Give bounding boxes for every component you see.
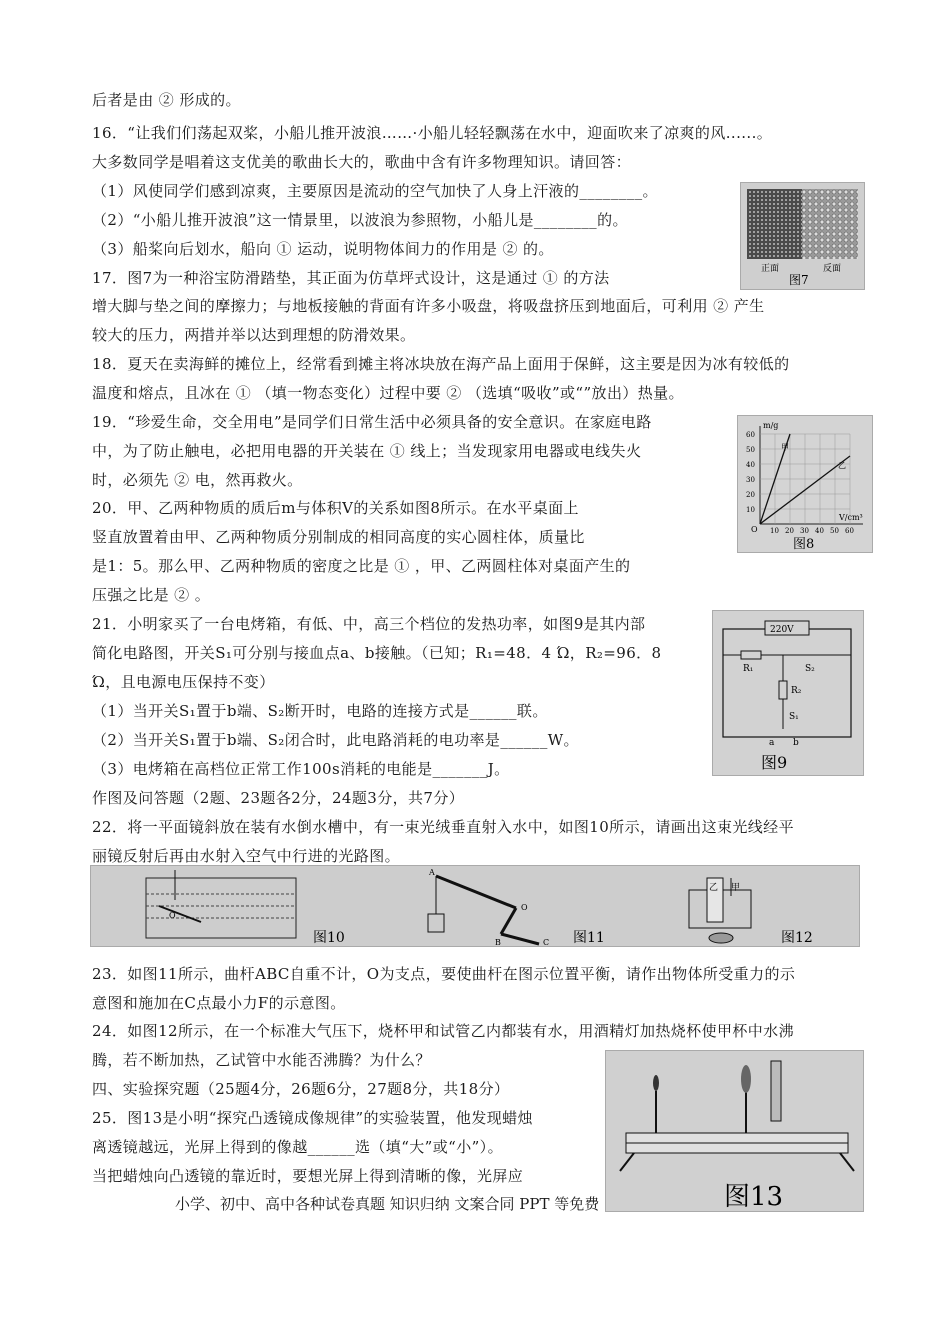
text-line: 16．“让我们们荡起双桨，小船儿推开波浪……·小船儿轻轻飘荡在水中，迎面吹来了凉爽的风......。 [92, 124, 773, 142]
fig10-caption: 图10 [313, 930, 345, 946]
svg-text:20: 20 [746, 491, 755, 499]
text-line: 较大的压力，两措并举以达到理想的防滑效果。 [92, 326, 416, 344]
fig9-b: b [793, 738, 799, 748]
text-line: 当把蜡烛向凸透镜的靠近时，要想光屏上得到清晰的像，光屏应 [92, 1167, 524, 1185]
text-line: （1）当开关S₁置于b端、S₂断开时，电路的连接方式是______联。 [92, 702, 548, 720]
text-line: 四、实验探究题（25题4分，26题6分，27题8分，共18分） [92, 1080, 510, 1098]
fig8-x-ticks [770, 527, 854, 535]
fig9-a: a [769, 738, 775, 748]
figure-strip-10-12 [90, 865, 860, 947]
fig7-caption: 图7 [789, 273, 809, 287]
fig9-caption: 图9 [761, 753, 788, 772]
mat-image [741, 183, 864, 289]
svg-text:40: 40 [746, 461, 755, 469]
footer-text: 小学、初中、高中各种试卷真题 知识归纳 文案合同 PPT 等免费 [175, 1195, 600, 1213]
svg-text:10: 10 [746, 506, 755, 514]
text-line: 离透镜越远，光屏上得到的像越______选（填“大”或“小”）。 [92, 1138, 503, 1156]
svg-text:20: 20 [785, 527, 794, 535]
fig9-r1: R₁ [743, 664, 754, 674]
fig8-y-ticks [746, 431, 755, 514]
figure-10 [146, 870, 345, 946]
text-line: 简化电路图，开关S₁可分别与接血点a、b接触。（已知；R₁=48．4 Ώ，R₂=96．8 [92, 644, 662, 662]
fig12-jia: 甲 [731, 883, 741, 893]
figure-11 [428, 868, 605, 946]
figure-8 [737, 415, 873, 553]
text-line: 竖直放置着由甲、乙两种物质分别制成的相同高度的实心圆柱体，质量比 [92, 528, 585, 546]
text-line: 大多数同学是唱着这支优美的歌曲长大的，歌曲中含有许多物理知识。请回答： [92, 153, 632, 171]
text-line: 时，必须先 ② 电，然再救火。 [92, 471, 303, 489]
text-line: 作图及问答题（2题、23题各2分，24题3分，共7分） [92, 789, 465, 807]
fig9-voltage: 220V [770, 625, 794, 635]
text-line: 24．如图12所示，在一个标准大气压下，烧杯甲和试管乙内都装有水，用酒精灯加热烧杯使甲杯中水沸 [92, 1022, 794, 1040]
fig13-caption: 图13 [724, 1182, 784, 1211]
text-line: 18．夏天在卖海鲜的摊位上，经常看到摊主将冰块放在海产品上面用于保鲜，这主要是因为冰有较低的 [92, 355, 790, 373]
text-line: （2）“小船儿推开波浪”这一情景里，以波浪为参照物，小船儿是________的。 [92, 211, 628, 229]
svg-text:60: 60 [845, 527, 854, 535]
figure-12 [689, 878, 813, 946]
fig11-C: C [543, 938, 550, 946]
fig8-x-label: V/cm³ [839, 513, 863, 522]
text-line: 19．“珍爱生命，交全用电”是同学们日常生活中必须具备的安全意识。在家庭电路 [92, 413, 652, 431]
text-line: 温度和熔点，且冰在 ① （填一物态变化）过程中要 ② （选填“吸收”或“”放出）热量。 [92, 384, 684, 402]
svg-text:50: 50 [830, 527, 839, 535]
fig7-back-label: 反面 [823, 264, 842, 274]
text-line: 增大脚与垫之间的摩擦力；与地板接触的背面有许多小吸盘，将吸盘挤压到地面后，可利用 ② 产生 [92, 297, 765, 315]
text-line: （2）当开关S₁置于b端、S₂闭合时，此电路消耗的电功率是______W。 [92, 731, 579, 749]
text-line: 中，为了防止触电，必把用电器的开关装在 ① 线上；当发现家用电器或电线失火 [92, 442, 642, 460]
text-line: 腾，若不断加热，乙试管中水能否沸腾？为什么？ [92, 1051, 431, 1069]
svg-text:60: 60 [746, 431, 755, 439]
fig7-front-label: 正面 [761, 264, 780, 274]
svg-text:10: 10 [770, 527, 779, 535]
text-line: 后者是由 ② 形成的。 [92, 91, 241, 109]
svg-text:30: 30 [800, 527, 809, 535]
figure-9 [712, 610, 864, 776]
fig9-s1: S₁ [789, 712, 799, 722]
circuit-diagram [713, 611, 863, 775]
fig11-caption: 图11 [573, 930, 605, 946]
svg-text:50: 50 [746, 446, 755, 454]
fig8-series-b: 乙 [838, 461, 846, 470]
mass-volume-graph [738, 416, 872, 552]
text-line: 17．图7为一种浴宝防滑踏垫，其正面为仿草坪式设计，这是通过 ① 的方法 [92, 269, 610, 287]
text-line: 20．甲、乙两种物质的质后m与体积V的关系如图8所示。在水平桌面上 [92, 499, 579, 517]
fig10-label: O [169, 911, 176, 920]
text-line: （3）船桨向后划水，船向 ① 运动，说明物体间力的作用是 ② 的。 [92, 240, 554, 258]
svg-text:30: 30 [746, 476, 755, 484]
fig11-O: O [521, 903, 528, 912]
figure-13 [605, 1050, 864, 1212]
figure-7 [740, 182, 865, 290]
text-line: 21．小明家买了一台电烤箱，有低、中，高三个档位的发热功率，如图9是其内部 [92, 615, 646, 633]
text-line: 25．图13是小明“探究凸透镜成像规律”的实验装置，他发现蜡烛 [92, 1109, 533, 1127]
text-line: （3）电烤箱在高档位正常工作100s消耗的电能是_______J。 [92, 760, 510, 778]
fig11-A: A [429, 868, 435, 877]
fig8-origin: O [751, 525, 758, 534]
fig8-caption: 图8 [793, 537, 815, 552]
text-line: Ώ，且电源电压保持不变） [92, 673, 275, 691]
fig9-r2: R₂ [791, 686, 802, 696]
text-line: 是1：5。那么甲、乙两种物质的密度之比是 ① ，甲、乙两圆柱体对桌面产生的 [92, 557, 631, 575]
fig11-B: B [495, 938, 501, 946]
text-line: 意图和施加在C点最小力F的示意图。 [92, 994, 346, 1012]
text-line: 22．将一平面镜斜放在装有水倒水槽中，有一束光绒垂直射入水中，如图10所示，请画出这束光线经平 [92, 818, 794, 836]
svg-text:40: 40 [815, 527, 824, 535]
fig8-series-a: 甲 [781, 443, 789, 452]
text-line: 丽镜反射后再由水射入空气中行进的光路图。 [92, 847, 401, 865]
fig12-caption: 图12 [781, 930, 813, 946]
fig12-yi: 乙 [709, 883, 719, 893]
text-line: （1）风使同学们感到凉爽，主要原因是流动的空气加快了人身上汗液的________。 [92, 182, 658, 200]
fig8-y-label: m/g [763, 421, 779, 430]
text-line: 23．如图11所示，曲杆ABC自重不计，O为支点，要使曲杆在图示位置平衡，请作出物体所受重力的示 [92, 965, 796, 983]
fig9-s2: S₂ [805, 664, 815, 674]
optical-bench [606, 1051, 863, 1211]
text-line: 压强之比是 ② 。 [92, 586, 211, 604]
